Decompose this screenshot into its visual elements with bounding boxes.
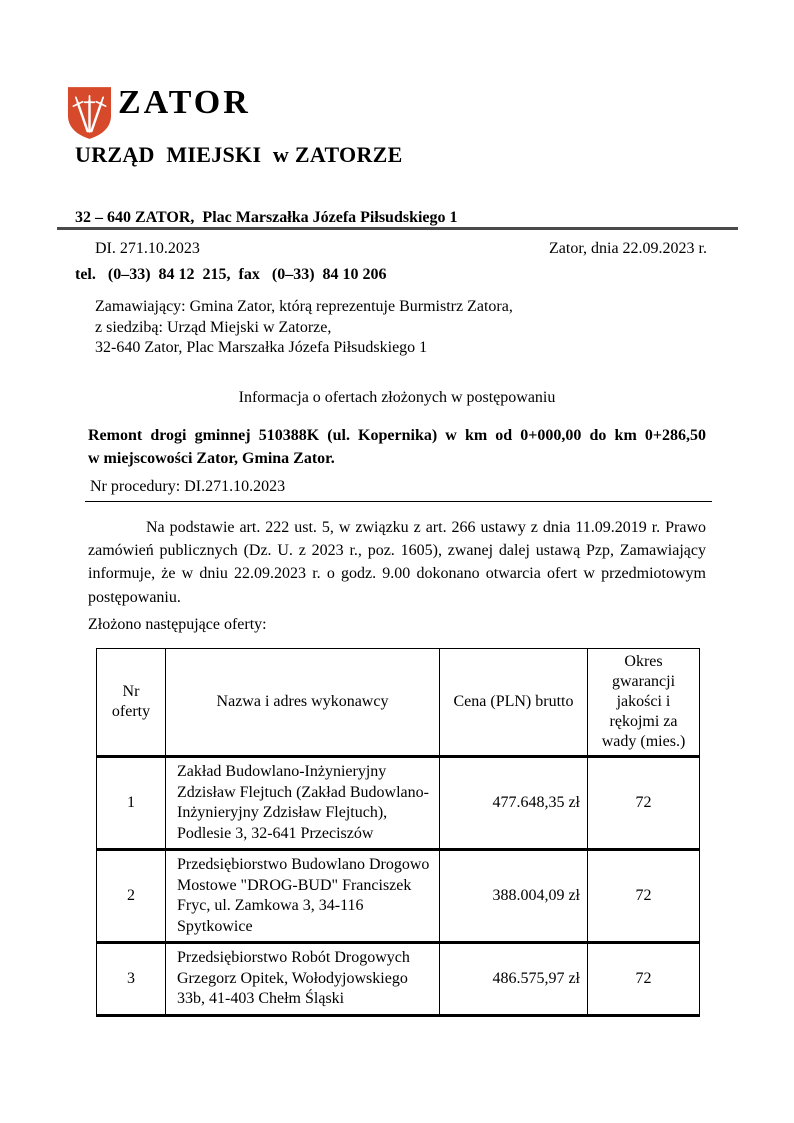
office-name: URZĄD MIEJSKI w ZATORZE	[75, 142, 403, 167]
body-paragraph: Na podstawie art. 222 ust. 5, w związku z art. 266 ustawy z dnia 11.09.2019 r. Prawo zamówień publicznych (Dz. U. z 2023 r., poz. 1605), zwanej dalej ustawą Pzp, Zamawiający informuje, że w dniu 22.09.2023 r. o godz. 9.00 dokonano otwarcia ofert w przedmiotowym postępowaniu.	[88, 519, 706, 606]
column-header-offer-number: Nr oferty	[97, 649, 166, 757]
case-number: DI. 271.10.2023	[95, 240, 200, 257]
offer-number: 3	[97, 943, 166, 1016]
buyer-line: Zamawiający: Gmina Zator, którą reprezentuje Burmistrz Zatora,	[95, 298, 513, 315]
offer-price: 486.575,97 zł	[440, 943, 588, 1016]
buyer-line: 32-640 Zator, Plac Marszałka Józefa Piłsudskiego 1	[95, 339, 428, 356]
offer-price: 388.004,09 zł	[440, 850, 588, 943]
column-header-price: Cena (PLN) brutto	[440, 649, 588, 757]
table-row	[97, 850, 700, 943]
contract-title	[88, 424, 706, 470]
table-row	[97, 757, 700, 850]
offer-price: 477.648,35 zł	[440, 757, 588, 850]
offer-number: 1	[97, 757, 166, 850]
warranty-months: 72	[588, 757, 700, 850]
office-address-line: 32 – 640 ZATOR, Plac Marszałka Józefa Piłsudskiego 1	[75, 209, 458, 226]
letterhead-divider	[57, 227, 738, 230]
offer-number: 2	[97, 850, 166, 943]
office-contact-line: tel. (0–33) 84 12 215, fax (0–33) 84 10 206	[75, 266, 387, 283]
offers-intro: Złożono następujące oferty:	[88, 616, 267, 633]
contractor-name-address: Przedsiębiorstwo Robót Drogowych Grzegorz Opitek, Wołodyjowskiego 33b, 41-403 Chełm Śląski	[166, 943, 440, 1016]
offers-table	[96, 648, 700, 1017]
buyer-block	[95, 297, 513, 359]
column-header-contractor: Nazwa i adres wykonawcy	[166, 649, 440, 757]
column-header-warranty: Okres gwarancji jakości i rękojmi za wady (mies.)	[588, 649, 700, 757]
subject-heading: Informacja o ofertach złożonych w postępowaniu	[238, 389, 556, 406]
warranty-months: 72	[588, 850, 700, 943]
table-row	[97, 943, 700, 1016]
place-and-date: Zator, dnia 22.09.2023 r.	[549, 240, 707, 257]
contractor-name-address: Zakład Budowlano-Inżynieryjny Zdzisław Flejtuch (Zakład Budowlano-Inżynieryjny Zdzisław Flejtuch), Podlesie 3, 32-641 Przeciszów	[166, 757, 440, 850]
contract-title-line2: w miejscowości Zator, Gmina Zator.	[88, 450, 335, 467]
contractor-name-address: Przedsiębiorstwo Budowlano Drogowo Mostowe "DROG-BUD" Franciszek Fryc, ul. Zamkowa 3, 34-116 Spytkowice	[166, 850, 440, 943]
offers-table-header-row	[97, 649, 700, 757]
buyer-line: z siedzibą: Urząd Miejski w Zatorze,	[95, 318, 332, 336]
procedure-number: Nr procedury: DI.271.10.2023	[85, 478, 712, 502]
contract-title-line1: Remont drogi gminnej 510388K (ul. Kopernika) w km od 0+000,00 do km 0+286,50	[88, 427, 706, 444]
zator-coat-of-arms-icon	[67, 85, 112, 141]
warranty-months: 72	[588, 943, 700, 1016]
town-name: ZATOR	[118, 84, 251, 121]
reference-row	[95, 240, 707, 258]
